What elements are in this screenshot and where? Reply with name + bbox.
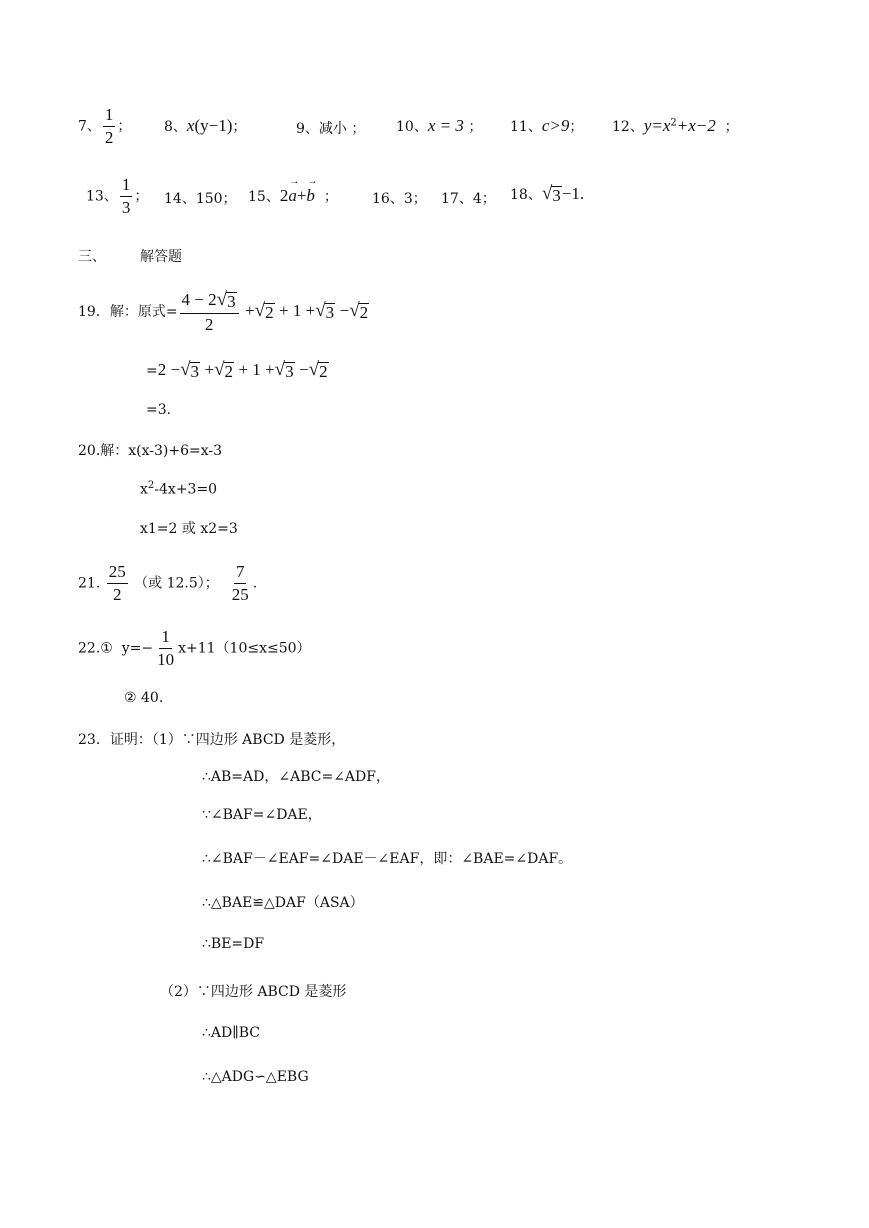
q19-line2: =2 − √ 3 + √ 2 + 1 + √ 3 − √ 2	[146, 359, 328, 381]
q23-heading: 23．证明：（1）∵四边形 ABCD 是菱形，	[78, 732, 346, 748]
answer-12: 12、$y=x^2+x-2$ ；	[612, 116, 739, 135]
q23-line: ∴BE=DF	[202, 936, 265, 952]
fraction: $\frac{1}{10}$	[157, 627, 175, 669]
q23-line: ∴△BAE≌△DAF（ASA）	[202, 895, 364, 911]
fraction: $\frac{1}{3}$	[121, 175, 131, 217]
q22-part1: 22.① y=− $\frac{1}{10}$ x+11（10≤x≤50）	[78, 627, 311, 669]
q21-line: 21. $\frac{25}{2}$ （或 12.5）； $\frac{7}{25}$ .	[78, 562, 258, 604]
fraction: $\frac{1}{2}$	[104, 105, 114, 147]
q19-line1: 19．解：原式= 4 − 2 √ 3 2 + √ 2 + 1 + √ 3 − √ 2	[78, 289, 369, 334]
q23-line: ∴∠BAF－∠EAF=∠DAE－∠EAF，即：∠BAE=∠DAF。	[202, 851, 573, 867]
answer-10: 10、x = 3 ；	[396, 116, 483, 135]
answer-11: 11、c>9；	[510, 116, 584, 135]
answer-18: 18、 √ 3 −1.	[510, 183, 585, 205]
answer-7: 7、 $\frac{1}{2}$ ；	[78, 105, 132, 147]
q23-line: ∴AB=AD，∠ABC=∠ADF，	[202, 769, 390, 785]
vector-b: → b	[306, 186, 315, 206]
answer-13: 13、 $\frac{1}{3}$ ；	[86, 175, 149, 217]
answer-17: 17、4；	[441, 191, 496, 207]
sqrt: √ 2	[214, 359, 233, 381]
sqrt: √ 2	[308, 359, 328, 381]
fraction: $\frac{7}{25}$	[231, 562, 249, 604]
answer-15: 15、2→ a+→ b ；	[248, 186, 338, 206]
q23-line: ∵∠BAF=∠DAE，	[202, 807, 322, 823]
sqrt: √ 3	[274, 359, 294, 381]
fraction: $\frac{25}{2}$	[108, 562, 126, 604]
answer-16: 16、3；	[372, 191, 427, 207]
q23-line: ∴AD∥BC	[202, 1025, 260, 1041]
q22-part2: ② 40.	[124, 690, 164, 706]
sqrt: √ 3	[541, 183, 561, 205]
q20-line2: $x^2-4x+3=0$	[140, 480, 218, 498]
answer-9: 9、减小 ；	[296, 121, 366, 137]
q20-line3: x1=2 或 x2=3	[140, 521, 238, 537]
answer-14: 14、150；	[164, 191, 237, 207]
sqrt: √ 3	[180, 359, 200, 381]
q23-part2-heading: （2）∵四边形 ABCD 是菱形	[160, 984, 347, 1000]
sqrt: √ 2	[349, 299, 369, 322]
section-heading: 三、 解答题	[78, 249, 182, 265]
q20-line1: 20.解：x(x-3)+6=x-3	[78, 443, 223, 459]
vector-a: → a	[288, 186, 297, 206]
q19-line3: =3.	[146, 402, 172, 418]
answer-8: 8、x(y−1)；	[164, 116, 247, 135]
fraction: 4 − 2 √ 3 2	[180, 290, 239, 334]
sqrt: √ 3	[216, 289, 236, 311]
q23-line: ∴△ADG∽△EBG	[202, 1069, 309, 1085]
sqrt: √ 2	[254, 299, 274, 322]
sqrt: √ 3	[315, 299, 335, 322]
